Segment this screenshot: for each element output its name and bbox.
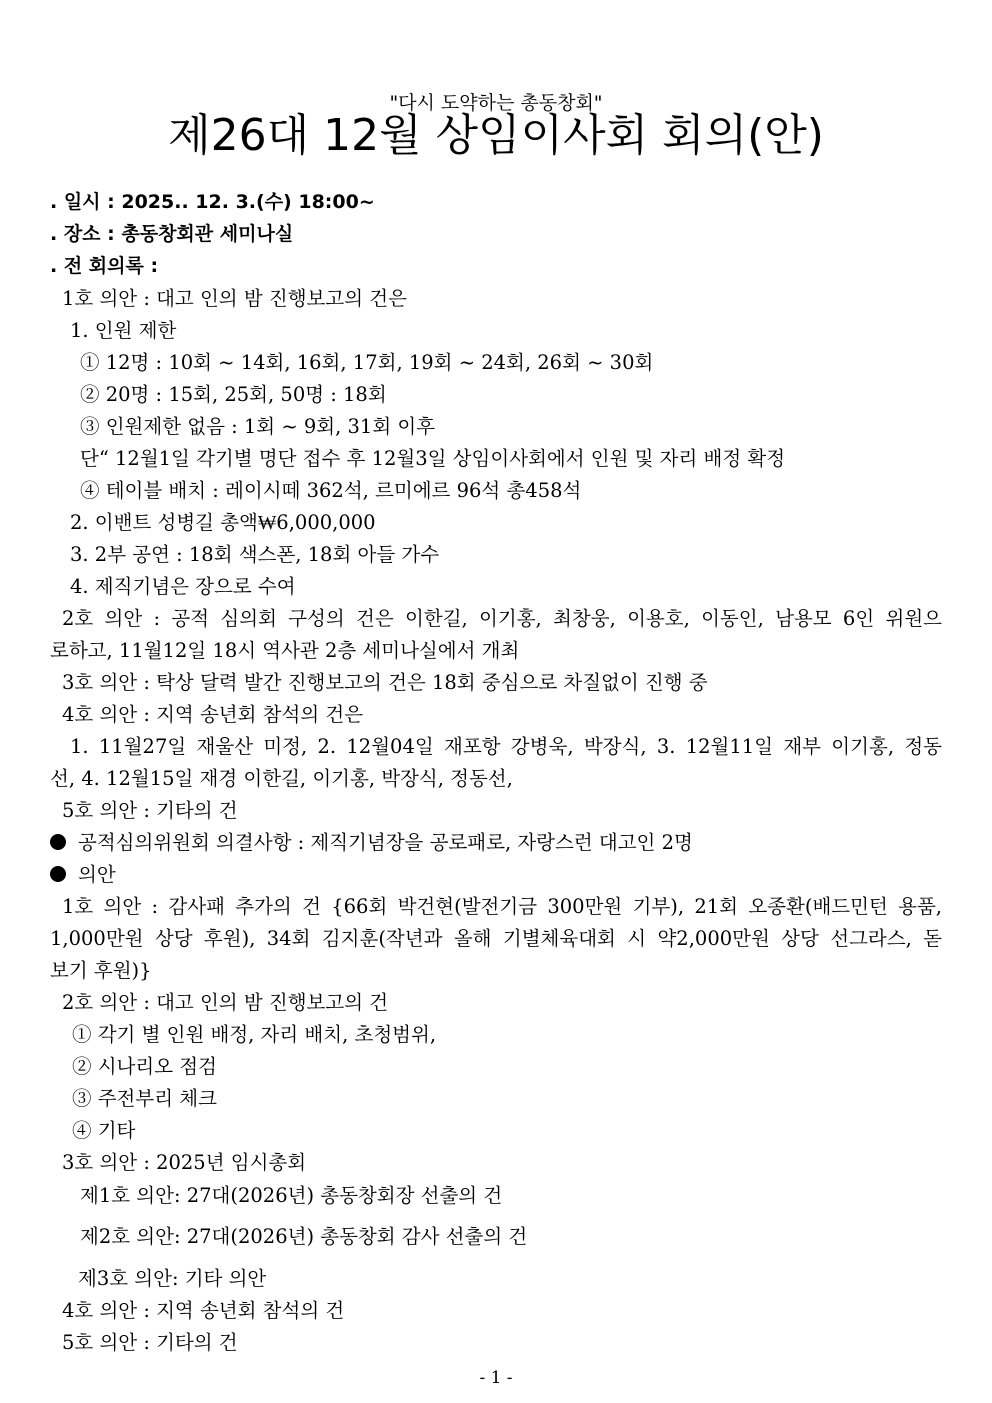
prev-item-4-line-2: 선, 4. 12월15일 재경 이한길, 이기홍, 박장식, 정동선,: [50, 767, 513, 790]
document-title: 제26대 12월 상임이사회 회의(안): [168, 110, 824, 161]
prev-item-4: 4호 의안 : 지역 송년회 참석의 건은: [62, 703, 364, 726]
agenda-item-2: 2호 의안 : 대고 인의 밤 진행보고의 건: [62, 991, 389, 1014]
bullet-icon: [50, 834, 66, 850]
document-subtitle: "다시 도약하는 총동창회": [389, 92, 603, 114]
prev-item-1-sub-1-c: ③ 인원제한 없음 : 1회 ~ 9회, 31회 이후: [80, 415, 436, 438]
agenda-heading-line: [50, 863, 116, 887]
agenda-item-1-line-3: 보기 후원)}: [50, 959, 152, 982]
prev-item-1-sub-1-b: ② 20명 : 15회, 25회, 50명 : 18회: [80, 383, 387, 406]
agenda-item-3-a: 제1호 의안: 27대(2026년) 총동창회장 선출의 건: [80, 1184, 503, 1207]
prev-item-2-line-1: 2호 의안 : 공적 심의회 구성의 건은 이한길, 이기홍, 최창웅, 이용호, 이동인, 남용모 6인 위원으: [62, 607, 942, 630]
meeting-datetime: . 일시 : 2025.. 12. 3.(수) 18:00~: [50, 191, 375, 213]
agenda-heading: 의안: [78, 863, 116, 886]
prev-item-5: 5호 의안 : 기타의 건: [62, 799, 238, 822]
agenda-item-4: 4호 의안 : 지역 송년회 참석의 건: [62, 1299, 345, 1322]
agenda-item-3: 3호 의안 : 2025년 임시총회: [62, 1151, 307, 1174]
agenda-item-3-b: 제2호 의안: 27대(2026년) 총동창회 감사 선출의 건: [80, 1225, 528, 1248]
agenda-item-5: 5호 의안 : 기타의 건: [62, 1331, 238, 1354]
resolution-line: [50, 831, 693, 855]
prev-item-1-sub-3: 3. 2부 공연 : 18회 색스폰, 18회 아들 가수: [70, 543, 440, 566]
prev-item-1-sub-2: 2. 이밴트 성병길 총액₩6,000,000: [70, 511, 376, 534]
agenda-item-2-a: ① 각기 별 인원 배정, 자리 배치, 초청범위,: [72, 1023, 437, 1046]
prev-item-3: 3호 의안 : 탁상 달력 발간 진행보고의 건은 18회 중심으로 차질없이 진행 중: [62, 671, 708, 694]
prev-item-1-sub-1-a: ① 12명 : 10회 ~ 14회, 16회, 17회, 19회 ~ 24회, 26회 ~ 30회: [80, 351, 654, 374]
prev-item-1-note: 단“ 12월1일 각기별 명단 접수 후 12월3일 상임이사회에서 인원 및 자리 배정 확정: [80, 447, 786, 470]
agenda-item-2-c: ③ 주전부리 체크: [72, 1087, 217, 1110]
prev-item-1-sub-1: 1. 인원 제한: [70, 319, 177, 342]
bullet-icon: [50, 866, 66, 882]
previous-minutes-heading: . 전 회의록 :: [50, 255, 159, 277]
prev-item-2-line-2: 로하고, 11월12일 18시 역사관 2층 세미나실에서 개최: [50, 639, 520, 662]
meeting-place: . 장소 : 총동창회관 세미나실: [50, 223, 294, 245]
prev-item-1-sub-1-d: ④ 테이블 배치 : 레이시떼 362석, 르미에르 96석 총458석: [80, 479, 582, 502]
prev-item-1-sub-4: 4. 제직기념은 장으로 수여: [70, 575, 296, 598]
prev-item-1: 1호 의안 : 대고 인의 밤 진행보고의 건은: [62, 287, 407, 310]
resolution-text: 공적심의위원회 의결사항 : 제직기념장을 공로패로, 자랑스런 대고인 2명: [78, 831, 693, 854]
prev-item-4-line-1: 1. 11월27일 재울산 미정, 2. 12월04일 재포항 강병욱, 박장식, 3. 12월11일 재부 이기홍, 정동: [70, 735, 942, 758]
agenda-item-1-line-1: 1호 의안 : 감사패 추가의 건 {66회 박건현(발전기금 300만원 기부), 21회 오종환(배드민턴 용품,: [62, 895, 942, 918]
page-number: - 1 -: [479, 1368, 513, 1388]
agenda-item-1-line-2: 1,000만원 상당 후원), 34회 김지훈(작년과 올해 기별체육대회 시 약2,000만원 상당 선그라스, 돋: [50, 927, 942, 950]
agenda-item-2-b: ② 시나리오 점검: [72, 1055, 217, 1078]
agenda-item-2-d: ④ 기타: [72, 1119, 136, 1142]
agenda-item-3-c: 제3호 의안: 기타 의안: [78, 1267, 267, 1290]
